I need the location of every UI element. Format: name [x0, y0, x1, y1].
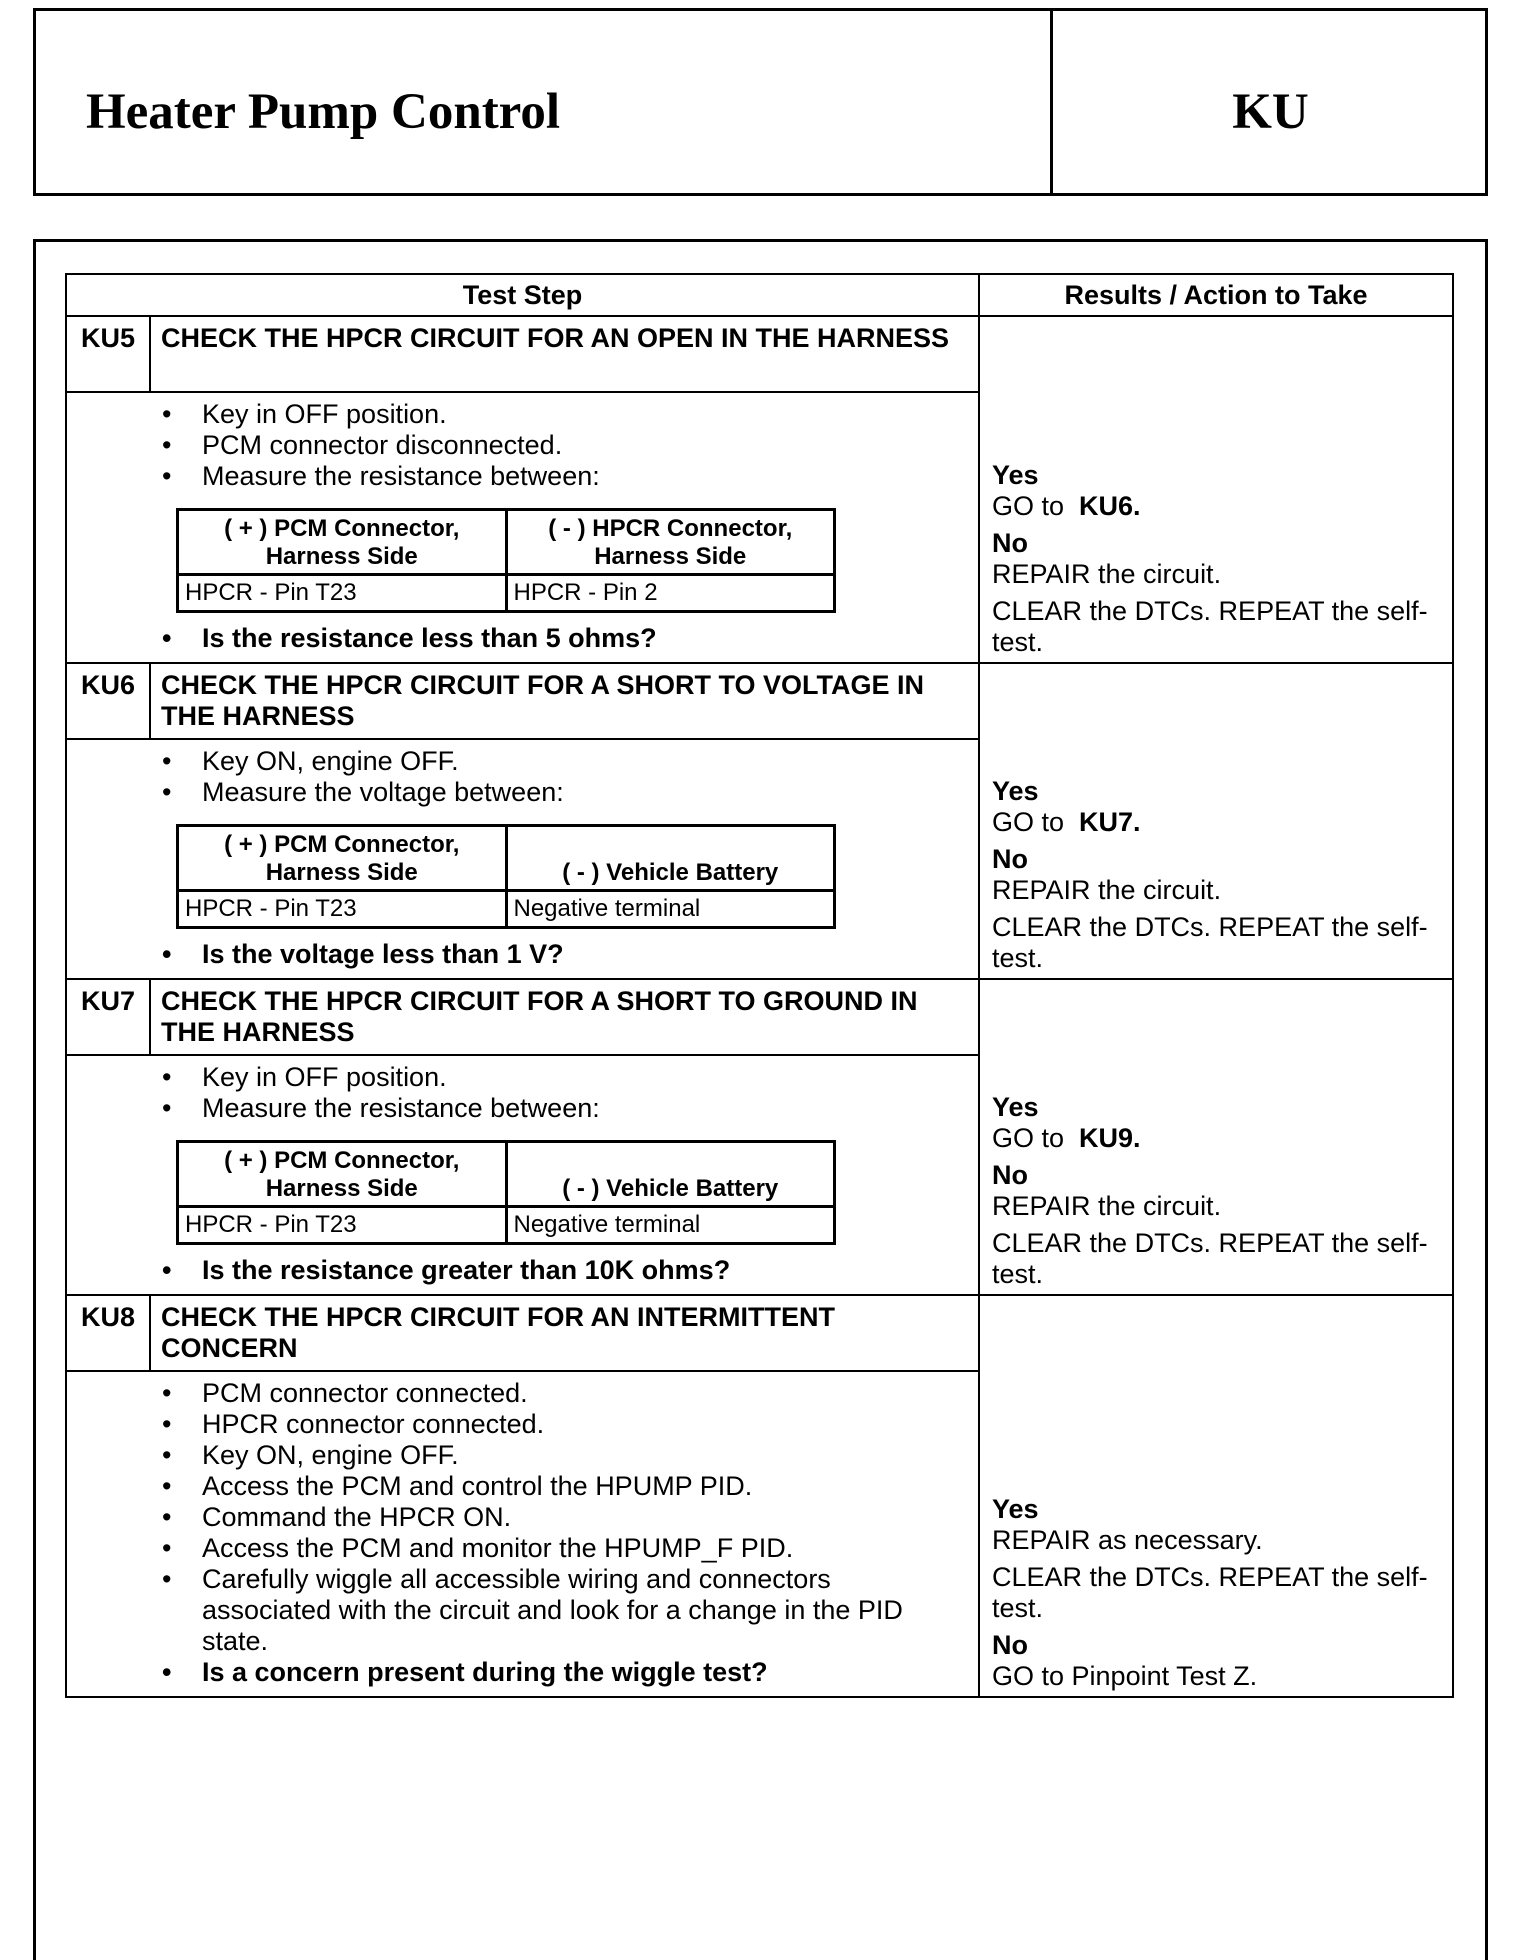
step-bullet: • Measure the voltage between: — [162, 777, 958, 808]
step-code: KU8 — [66, 1295, 150, 1371]
step-bullet: • PCM connector connected. — [162, 1378, 958, 1409]
no-action: GO to Pinpoint Test Z. — [992, 1661, 1258, 1691]
measurement-value-negative: HPCR - Pin 2 — [506, 575, 835, 612]
clear-dtcs: CLEAR the DTCs. REPEAT the self-test. — [992, 1562, 1428, 1623]
measurement-value-negative: Negative terminal — [506, 891, 835, 928]
step-code: KU5 — [66, 316, 150, 392]
step-bullet: • Access the PCM and control the HPUMP PID. — [162, 1471, 958, 1502]
measurement-header-negative: ( - ) Vehicle Battery — [506, 826, 835, 891]
measurement-table — [176, 508, 836, 613]
step-bullet: • Carefully wiggle all accessible wiring and connectors associated with the circuit and look for a change in the PID state. — [162, 1564, 958, 1657]
step-question: • Is the resistance greater than 10K ohms? — [162, 1255, 958, 1286]
step-bullet: • HPCR connector connected. — [162, 1409, 958, 1440]
yes-action — [992, 1123, 1442, 1154]
measurement-header-negative: ( - ) HPCR Connector, Harness Side — [506, 510, 835, 575]
step-question: • Is the voltage less than 1 V? — [162, 939, 958, 970]
yes-label: Yes — [992, 460, 1039, 490]
no-label: No — [992, 1160, 1028, 1190]
no-action: REPAIR the circuit. — [992, 1191, 1222, 1221]
no-action: REPAIR the circuit. — [992, 875, 1222, 905]
measurement-value-negative: Negative terminal — [506, 1207, 835, 1244]
goto-text: GO to — [992, 491, 1065, 521]
step-bullet: • Key ON, engine OFF. — [162, 1440, 958, 1471]
measurement-value-positive: HPCR - Pin T23 — [178, 575, 507, 612]
test-step-header: Test Step — [66, 274, 979, 316]
step-title: CHECK THE HPCR CIRCUIT FOR A SHORT TO GROUND IN THE HARNESS — [150, 979, 979, 1055]
step-body — [66, 392, 979, 663]
step-results — [979, 663, 1453, 979]
goto-text: GO to — [992, 807, 1065, 837]
yes-label: Yes — [992, 776, 1039, 806]
goto-target: KU7. — [1079, 807, 1141, 837]
step-code: KU6 — [66, 663, 150, 739]
step-bullet: • PCM connector disconnected. — [162, 430, 958, 461]
step-code: KU7 — [66, 979, 150, 1055]
step-results — [979, 316, 1453, 663]
no-label: No — [992, 528, 1028, 558]
yes-action: REPAIR as necessary. — [992, 1525, 1263, 1555]
step-bullet: • Access the PCM and monitor the HPUMP_F PID. — [162, 1533, 958, 1564]
clear-dtcs: CLEAR the DTCs. REPEAT the self-test. — [992, 912, 1428, 973]
page-header — [33, 8, 1488, 196]
step-bullet: • Key in OFF position. — [162, 399, 958, 430]
yes-label: Yes — [992, 1092, 1039, 1122]
step-title: CHECK THE HPCR CIRCUIT FOR A SHORT TO VOLTAGE IN THE HARNESS — [150, 663, 979, 739]
step-title: CHECK THE HPCR CIRCUIT FOR AN OPEN IN THE HARNESS — [150, 316, 979, 392]
yes-action — [992, 807, 1442, 838]
measurement-table — [176, 824, 836, 929]
goto-target: KU9. — [1079, 1123, 1141, 1153]
step-bullet: • Command the HPCR ON. — [162, 1502, 958, 1533]
step-title-row — [66, 979, 1453, 1055]
step-question: • Is the resistance less than 5 ohms? — [162, 623, 958, 654]
step-question: • Is a concern present during the wiggle test? — [162, 1657, 958, 1688]
step-results — [979, 979, 1453, 1295]
no-label: No — [992, 1630, 1028, 1660]
results-header: Results / Action to Take — [979, 274, 1453, 316]
section-code: KU — [1232, 84, 1309, 140]
page-title: Heater Pump Control — [86, 84, 561, 140]
step-title-row — [66, 316, 1453, 392]
measurement-header-positive: ( + ) PCM Connector, Harness Side — [178, 510, 507, 575]
clear-dtcs: CLEAR the DTCs. REPEAT the self-test. — [992, 1228, 1428, 1289]
step-title-row — [66, 1295, 1453, 1371]
step-body — [66, 1371, 979, 1697]
step-bullet: • Key in OFF position. — [162, 1062, 958, 1093]
no-label: No — [992, 844, 1028, 874]
measurement-header-negative: ( - ) Vehicle Battery — [506, 1142, 835, 1207]
measurement-value-positive: HPCR - Pin T23 — [178, 891, 507, 928]
measurement-value-positive: HPCR - Pin T23 — [178, 1207, 507, 1244]
yes-action — [992, 491, 1442, 522]
measurement-header-positive: ( + ) PCM Connector, Harness Side — [178, 826, 507, 891]
step-results — [979, 1295, 1453, 1697]
table-header-row — [66, 274, 1453, 316]
step-title: CHECK THE HPCR CIRCUIT FOR AN INTERMITTENT CONCERN — [150, 1295, 979, 1371]
goto-text: GO to — [992, 1123, 1065, 1153]
measurement-header-positive: ( + ) PCM Connector, Harness Side — [178, 1142, 507, 1207]
step-bullet: • Measure the resistance between: — [162, 1093, 958, 1124]
step-body — [66, 739, 979, 979]
goto-target: KU6. — [1079, 491, 1141, 521]
step-bullet: • Key ON, engine OFF. — [162, 746, 958, 777]
clear-dtcs: CLEAR the DTCs. REPEAT the self-test. — [992, 596, 1428, 657]
test-step-table — [65, 273, 1454, 1698]
yes-label: Yes — [992, 1494, 1039, 1524]
step-title-row — [66, 663, 1453, 739]
step-body — [66, 1055, 979, 1295]
no-action: REPAIR the circuit. — [992, 559, 1222, 589]
step-bullet: • Measure the resistance between: — [162, 461, 958, 492]
measurement-table — [176, 1140, 836, 1245]
